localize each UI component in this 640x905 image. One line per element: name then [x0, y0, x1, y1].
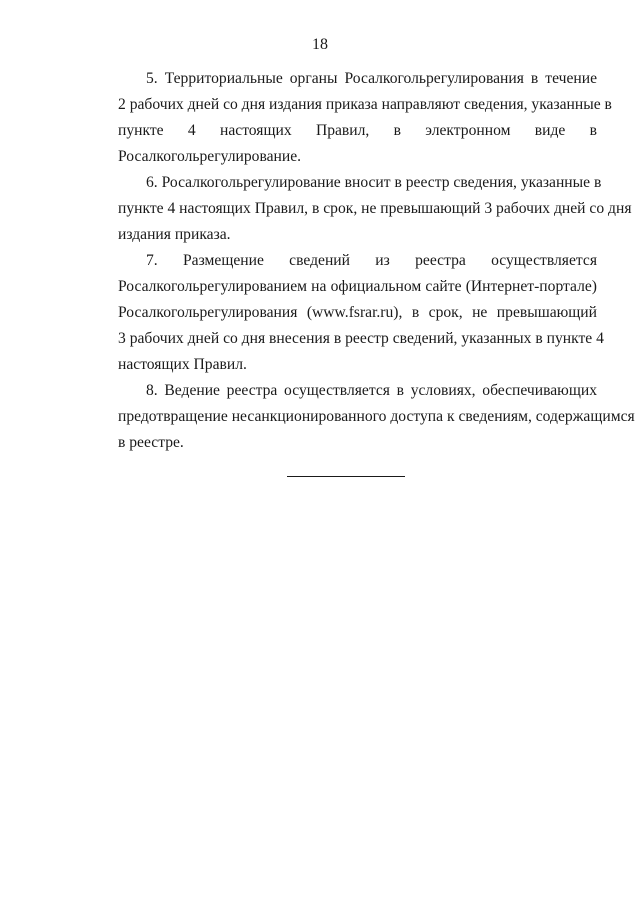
- paragraph-line: 8. Ведение реестра осуществляется в условиях, обеспечивающих: [146, 382, 597, 399]
- paragraph-line: издания приказа.: [118, 226, 231, 243]
- paragraph-line: настоящих Правил.: [118, 356, 247, 373]
- paragraph-line: Росалкогольрегулированием на официальном сайте (Интернет-портале): [118, 278, 597, 295]
- paragraph-line: 7. Размещение сведений из реестра осуществляется: [146, 252, 597, 269]
- paragraph-line: в реестре.: [118, 434, 184, 451]
- paragraph-line: 6. Росалкогольрегулирование вносит в реестр сведения, указанные в: [146, 174, 602, 191]
- paragraph-line: Росалкогольрегулирование.: [118, 148, 302, 165]
- paragraph-line: Росалкогольрегулирования (www.fsrar.ru), в срок, не превышающий: [118, 304, 597, 321]
- paragraph-line: 3 рабочих дней со дня внесения в реестр сведений, указанных в пункте 4: [118, 330, 604, 347]
- paragraph-line: предотвращение несанкционированного доступа к сведениям, содержащимся: [118, 408, 635, 425]
- paragraph-line: пункте 4 настоящих Правил, в срок, не превышающий 3 рабочих дней со дня: [118, 200, 632, 217]
- paragraph-8: [90, 378, 635, 456]
- paragraph-line: 5. Территориальные органы Росалкогольрегулирования в течение: [146, 70, 597, 87]
- paragraph-5: [90, 66, 612, 170]
- paragraph-6: [90, 170, 632, 248]
- end-divider-line: [287, 476, 405, 477]
- document-body: [90, 66, 635, 456]
- paragraph-line: пункте 4 настоящих Правил, в электронном виде в: [118, 122, 597, 139]
- page-number: 18: [312, 36, 328, 53]
- paragraph-line: 2 рабочих дней со дня издания приказа направляют сведения, указанные в: [118, 96, 612, 113]
- paragraph-7: [90, 248, 604, 378]
